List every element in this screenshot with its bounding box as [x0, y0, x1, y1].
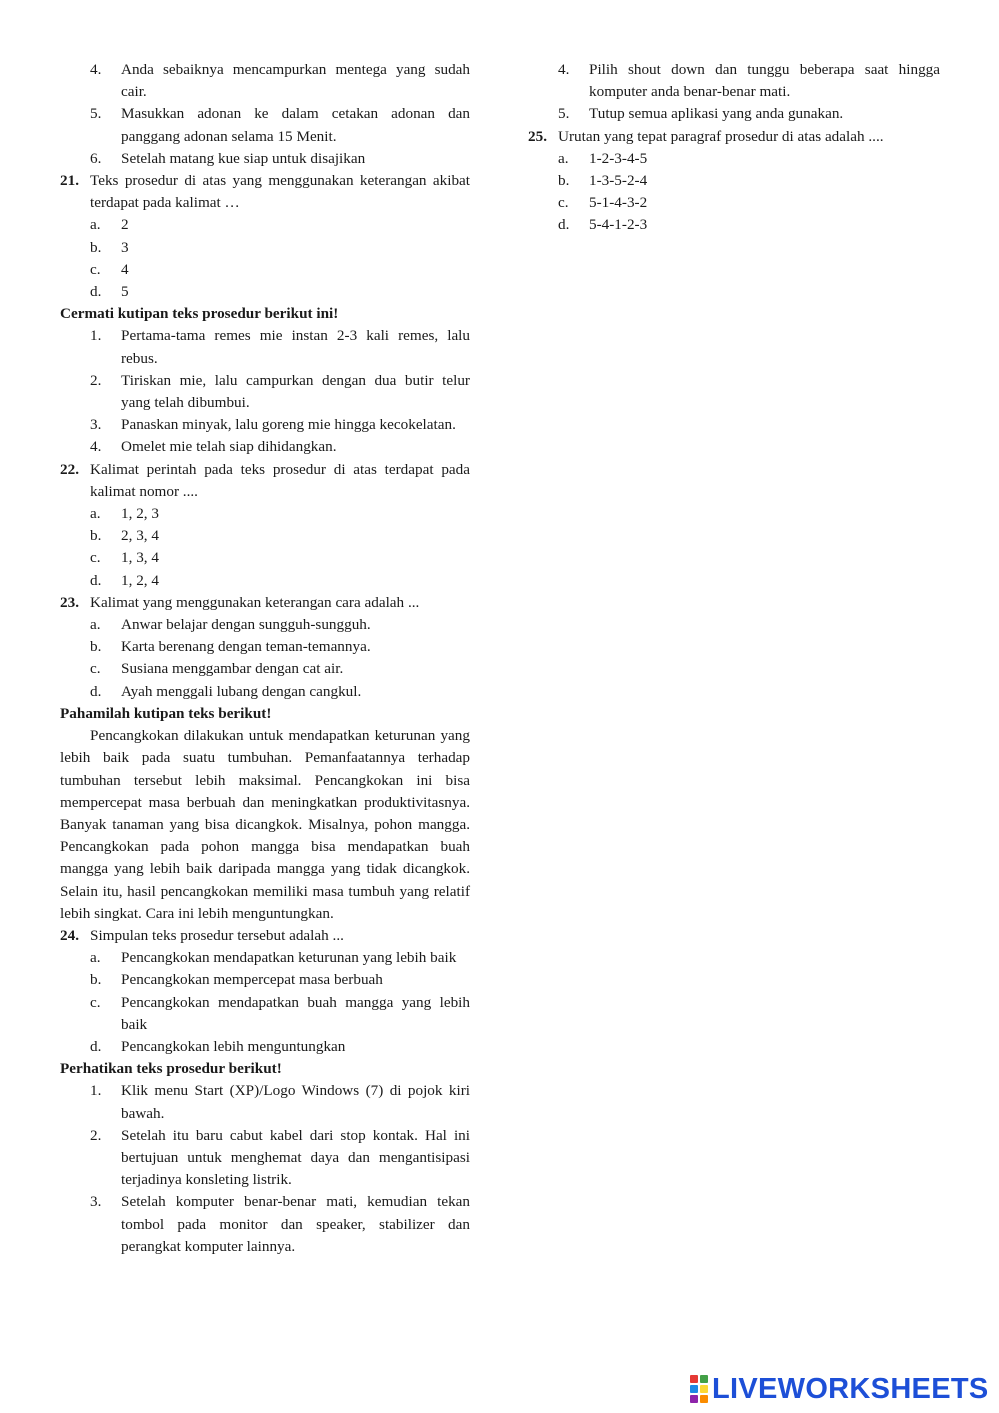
liveworksheets-logo	[690, 1372, 989, 1406]
option-item[interactable]: b. Pencangkokan mempercepat masa berbuah	[90, 971, 383, 989]
option-item[interactable]: a. 1-2-3-4-5	[558, 149, 648, 167]
option-item[interactable]: a. 1, 2, 3	[90, 505, 159, 523]
option-item[interactable]: c. 5-1-4-3-2	[558, 194, 648, 212]
logo-square-icon	[700, 1395, 708, 1403]
right-column	[528, 59, 940, 237]
option-item[interactable]: b. 2, 3, 4	[90, 527, 159, 545]
list-item: 3. Setelah komputer benar-benar mati, kemudian tekan tombol pada monitor dan speaker, stabilizer dan perangkat komputer lainnya.	[90, 1193, 470, 1255]
logo-square-icon	[690, 1375, 698, 1383]
section-heading: Pahamilah kutipan teks berikut!	[60, 704, 272, 722]
option-item[interactable]: c. Susiana menggambar dengan cat air.	[90, 660, 344, 678]
question-22: 22. Kalimat perintah pada teks prosedur di atas terdapat pada kalimat nomor ....	[60, 460, 470, 500]
option-item[interactable]: d. 5-4-1-2-3	[558, 216, 648, 234]
list-item: 4. Pilih shout down dan tunggu beberapa saat hingga komputer anda benar-benar mati.	[558, 61, 940, 101]
list-item: 2. Setelah itu baru cabut kabel dari stop kontak. Hal ini bertujuan untuk menghemat daya dan mengantisipasi terjadinya konsleting listrik.	[90, 1126, 470, 1189]
option-item[interactable]: c. 4	[90, 260, 129, 278]
question-23: 23. Kalimat yang menggunakan keterangan cara adalah ...	[60, 593, 420, 611]
option-item[interactable]: b. Karta berenang dengan teman-temannya.	[90, 638, 371, 656]
logo-text: LIVEWORKSHEETS	[712, 1372, 989, 1405]
list-item: 1. Pertama-tama remes mie instan 2-3 kali remes, lalu rebus.	[90, 327, 470, 367]
option-item[interactable]: a. 2	[90, 216, 129, 234]
list-item: 4. Omelet mie telah siap dihidangkan.	[90, 438, 337, 456]
left-column	[60, 59, 470, 1258]
option-item[interactable]: c. 1, 3, 4	[90, 549, 159, 567]
logo-square-icon	[700, 1375, 708, 1383]
question-21: 21. Teks prosedur di atas yang menggunakan keterangan akibat terdapat pada kalimat …	[60, 172, 470, 212]
question-25: 25. Urutan yang tepat paragraf prosedur di atas adalah ....	[528, 127, 884, 145]
list-item: 1. Klik menu Start (XP)/Logo Windows (7) di pojok kiri bawah.	[90, 1082, 470, 1122]
list-item: 4. Anda sebaiknya mencampurkan mentega yang sudah cair.	[90, 61, 470, 101]
option-item[interactable]: b. 3	[90, 238, 129, 256]
section-heading: Perhatikan teks prosedur berikut!	[60, 1060, 282, 1078]
option-item[interactable]: a. Pencangkokan mendapatkan keturunan yang lebih baik	[90, 949, 457, 967]
list-item: 6. Setelah matang kue siap untuk disajikan	[90, 149, 366, 167]
option-item[interactable]: d. 5	[90, 283, 129, 301]
list-item: 5. Masukkan adonan ke dalam cetakan adonan dan panggang adonan selama 15 Menit.	[90, 105, 470, 145]
logo-square-icon	[700, 1385, 708, 1393]
section-heading: Cermati kutipan teks prosedur berikut ini!	[60, 305, 339, 323]
list-item: 3. Panaskan minyak, lalu goreng mie hingga kecokelatan.	[90, 416, 456, 434]
reading-paragraph: Pencangkokan dilakukan untuk mendapatkan keturunan yang lebih baik pada suatu tumbuhan. Pemanfaatannya terhadap tumbuhan tersebut lebih maksimal. Pencangkokan ini bisa mempercepat masa berbuah dan meningkatkan produktivitasnya. Banyak tanaman yang bisa dicangkok. Misalnya, pohon mangga. Pencangkokan pada pohon mangga bisa mendapatkan buah mangga yang lebih baik daripada mangga yang tidak dicangkok. Selain itu, hasil pencangkokan memiliki masa tumbuh yang relatif lebih singkat. Cara ini lebih menguntungkan.	[60, 727, 470, 922]
option-item[interactable]: b. 1-3-5-2-4	[558, 172, 648, 190]
logo-mark-icon	[690, 1375, 708, 1403]
list-item: 2. Tiriskan mie, lalu campurkan dengan dua butir telur yang telah dibumbui.	[90, 371, 470, 412]
option-item[interactable]: d. 1, 2, 4	[90, 571, 159, 589]
option-item[interactable]: c. Pencangkokan mendapatkan buah mangga yang lebih baik	[90, 993, 470, 1033]
option-item[interactable]: d. Ayah menggali lubang dengan cangkul.	[90, 682, 362, 700]
logo-square-icon	[690, 1395, 698, 1403]
question-24: 24. Simpulan teks prosedur tersebut adalah ...	[60, 926, 344, 944]
option-item[interactable]: a. Anwar belajar dengan sungguh-sungguh.	[90, 616, 371, 634]
option-item[interactable]: d. Pencangkokan lebih menguntungkan	[90, 1037, 346, 1055]
logo-square-icon	[690, 1385, 698, 1393]
list-item: 5. Tutup semua aplikasi yang anda gunakan.	[558, 105, 844, 123]
